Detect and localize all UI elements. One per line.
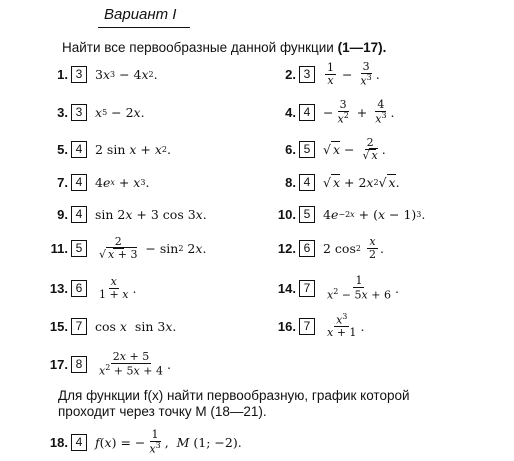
problem-number: 18. (49, 434, 68, 450)
difficulty-box: 4 (71, 141, 87, 158)
difficulty-box: 3 (71, 104, 87, 121)
problem-expression: sin 2 x + 3 cos 3 x . (95, 206, 207, 222)
difficulty-box: 4 (71, 174, 87, 191)
difficulty-box: 6 (299, 240, 315, 257)
problem-15 (40, 314, 176, 338)
difficulty-box: 5 (299, 141, 315, 158)
problem-number: 12. (277, 240, 296, 256)
problem-expression: x 5 − 2 x . (95, 104, 145, 120)
problem-18 (40, 430, 242, 454)
problem-number: 11. (50, 240, 68, 256)
task-range: (1—17). (337, 40, 387, 55)
problem-expression: $\frac{x^3}{x + 1}$ . (327, 312, 365, 340)
problem-expression: f ( x ) = − $\frac{1}{x^3}$ , M (1; −2). (95, 428, 242, 456)
problem-expression: $\frac{1}{x^2 - 5x + 6}$ . (327, 274, 399, 302)
problem-number: 8. (285, 174, 296, 190)
problem-expression: $\frac{2}{√ x + 3}$ − sin 2 2 x . (99, 234, 207, 261)
problem-expression: 4 e −2x + ( x − 1) 3 . (323, 206, 426, 222)
problem-11 (40, 236, 206, 260)
difficulty-box: 4 (299, 104, 315, 121)
problem-number: 4. (285, 104, 296, 120)
difficulty-box: 8 (71, 356, 87, 373)
problem-12 (268, 236, 384, 260)
problem-expression: √ x + 2 x 2 √ x . (323, 174, 400, 190)
problem-expression: − $\frac{3}{x^2}$ + $\frac{4}{x^3}$ . (323, 98, 395, 126)
problem-expression: $\frac{1}{x}$ − $\frac{3}{x^3}$ . (327, 60, 380, 88)
variant-underline (98, 27, 190, 28)
problem-expression: 4 e x + x 3 . (95, 174, 150, 190)
problem-14 (268, 276, 399, 300)
difficulty-box: 5 (299, 206, 315, 223)
variant-title: Вариант I (104, 6, 177, 23)
problem-expression: 2 sin x + x 2 . (95, 141, 171, 157)
problem-10 (268, 202, 425, 226)
problem-number: 13. (49, 280, 68, 296)
difficulty-box: 3 (71, 66, 87, 83)
problem-3 (40, 100, 145, 124)
problem-expression: $\frac{x}{1 + x}$ . (99, 274, 137, 301)
problem-17 (40, 352, 171, 376)
difficulty-box: 3 (299, 66, 315, 83)
problem-number: 9. (57, 206, 68, 222)
problem-2 (268, 62, 380, 86)
problem-1 (40, 62, 158, 86)
difficulty-box: 4 (299, 174, 315, 191)
problem-number: 15. (49, 318, 68, 334)
problem-expression: 2 cos 2 $\frac{x}{2}$ . (323, 234, 384, 261)
problem-13 (40, 276, 136, 300)
problem-number: 17. (49, 356, 68, 372)
problem-expression: √ x − $\frac{2}{√ x}$ . (323, 135, 386, 162)
problem-number: 7. (57, 174, 68, 190)
problem-number: 2. (285, 66, 296, 82)
problem-expression: cos x sin 3 x . (95, 318, 177, 334)
difficulty-box: 4 (71, 206, 87, 223)
difficulty-box: 7 (299, 280, 315, 297)
problem-number: 10. (277, 206, 296, 222)
difficulty-box: 6 (71, 280, 87, 297)
difficulty-box: 7 (299, 318, 315, 335)
problem-number: 16. (277, 318, 296, 334)
problem-4 (268, 100, 395, 124)
problem-number: 3. (57, 104, 68, 120)
problem-expression: $\frac{2x + 5}{x^2 + 5x + 4}$ . (99, 350, 171, 378)
problem-number: 14. (277, 280, 296, 296)
problem-7 (40, 170, 149, 194)
task2-line1: Для функции f(x) найти первообразную, график которой (58, 388, 410, 403)
problem-number: 5. (57, 141, 68, 157)
problem-number: 6. (285, 141, 296, 157)
problem-5 (40, 137, 171, 161)
problem-number: 1. (57, 66, 68, 82)
difficulty-box: 5 (71, 240, 87, 257)
problem-8 (268, 170, 400, 194)
problem-16 (268, 314, 364, 338)
problem-expression: 3 x 3 − 4 x 2 . (95, 66, 158, 82)
task-instruction (62, 40, 386, 55)
task2-line2: проходит через точку M (18—21). (58, 404, 267, 419)
task-text: Найти все первообразные данной функции (62, 40, 334, 55)
difficulty-box: 4 (71, 434, 87, 451)
problem-9 (40, 202, 207, 226)
problem-6 (268, 137, 386, 161)
difficulty-box: 7 (71, 318, 87, 335)
